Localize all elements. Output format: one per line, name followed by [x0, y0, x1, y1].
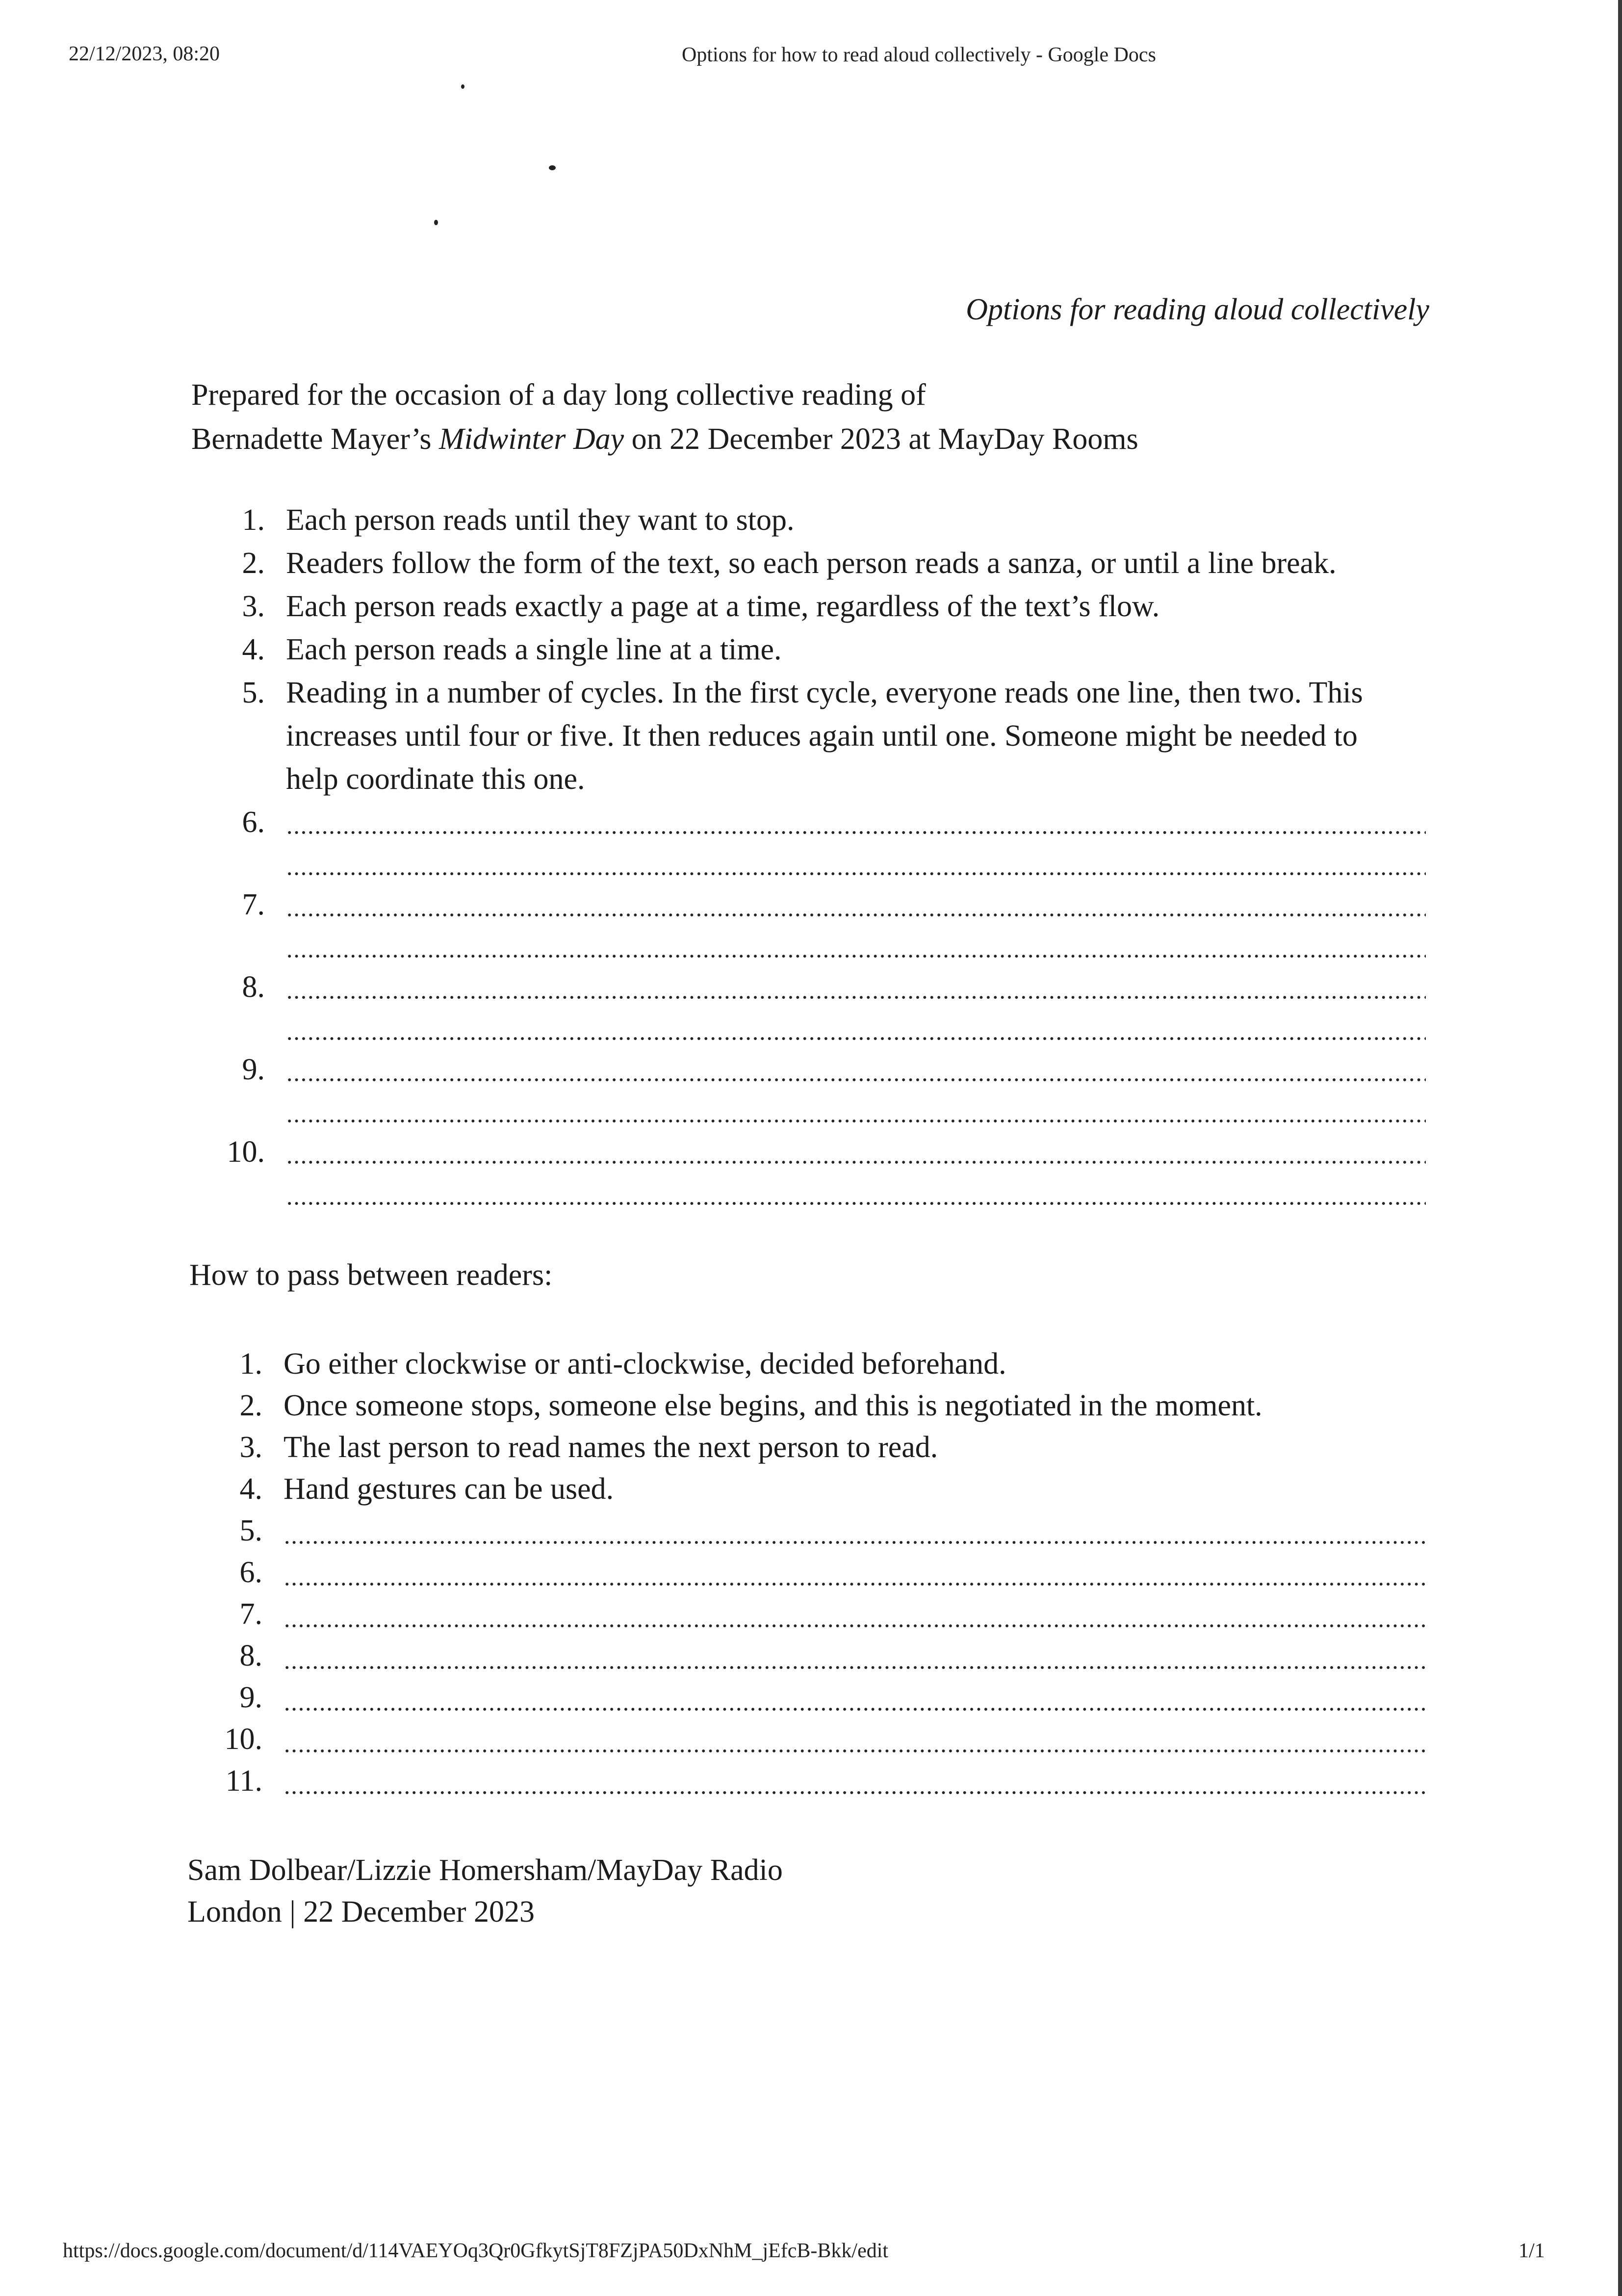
dotted-fill-line: [286, 801, 1426, 842]
list-item-text: increases until four or five. It then reduces again until one. Someone might be needed to: [286, 719, 1358, 753]
dotted-fill-line: [283, 1719, 1426, 1760]
dotted-fill-line: [286, 1048, 1426, 1089]
blank-list-item: [189, 1552, 1426, 1593]
dotted-fill-line: [286, 1130, 1426, 1172]
passing-heading: How to pass between readers:: [189, 1258, 553, 1292]
blank-list-item: [189, 1760, 1426, 1802]
list-item: [189, 1468, 1426, 1510]
list-number: 11.: [225, 1764, 262, 1798]
scan-speck: [434, 220, 438, 225]
list-number: 7.: [242, 888, 265, 921]
list-item: [191, 585, 1426, 628]
blank-list-item: [191, 1130, 1426, 1213]
intro-line-2: [191, 417, 1138, 461]
list-number: 3.: [242, 590, 265, 623]
list-number: 7.: [239, 1597, 262, 1631]
dotted-fill-line: [286, 924, 1426, 965]
blank-list-item: [189, 1593, 1426, 1635]
dotted-fill-line: [286, 1007, 1426, 1048]
print-datetime: 22/12/2023, 08:20: [69, 43, 220, 65]
scan-speck: [461, 84, 464, 89]
passing-options-list: [189, 1343, 1426, 1802]
blank-list-item: [191, 1048, 1426, 1130]
dotted-fill-line: [286, 1172, 1426, 1213]
scan-speck: [549, 165, 556, 170]
document-title: Options for reading aloud collectively: [966, 293, 1429, 326]
list-number: 2.: [242, 547, 265, 580]
list-item: [189, 1385, 1426, 1427]
print-url: https://docs.google.com/document/d/114VAEYOq3Qr0GfkytSjT8FZjPA50DxNhM_jEfcB-Bkk/edit: [63, 2240, 889, 2262]
list-item-text: Once someone stops, someone else begins, and this is negotiated in the moment.: [283, 1389, 1262, 1422]
dotted-fill-line: [286, 1089, 1426, 1130]
list-item-text: Each person reads exactly a page at a time, regardless of the text’s flow.: [286, 590, 1160, 623]
list-item-text: Each person reads until they want to stop.: [286, 503, 795, 537]
list-item-text: Hand gestures can be used.: [283, 1472, 614, 1506]
list-number: 2.: [239, 1389, 262, 1422]
list-item-text: Go either clockwise or anti-clockwise, decided beforehand.: [283, 1347, 1006, 1381]
intro-paragraph: [191, 373, 1138, 461]
blank-list-item: [189, 1635, 1426, 1677]
blank-list-item: [189, 1677, 1426, 1719]
blank-list-item: [191, 801, 1426, 883]
list-item: [191, 628, 1426, 671]
dotted-fill-line: [286, 842, 1426, 883]
book-title: Midwinter Day: [439, 422, 624, 456]
signature-place-date: London | 22 December 2023: [187, 1895, 535, 1929]
list-number: 8.: [242, 970, 265, 1004]
blank-list-item: [189, 1719, 1426, 1760]
list-number: 8.: [239, 1639, 262, 1672]
list-number: 4.: [242, 633, 265, 666]
intro-text: on 22 December 2023 at MayDay Rooms: [624, 422, 1138, 456]
scan-edge-shadow: [1618, 0, 1622, 2296]
print-doc-title: Options for how to read aloud collectively - Google Docs: [682, 44, 1156, 66]
dotted-fill-line: [283, 1510, 1426, 1552]
list-item: [191, 498, 1426, 542]
list-number: 3.: [239, 1431, 262, 1464]
list-number: 9.: [239, 1681, 262, 1714]
list-number: 9.: [242, 1053, 265, 1086]
list-item: [191, 542, 1426, 585]
dotted-fill-line: [283, 1593, 1426, 1635]
list-item-text: Each person reads a single line at a time.: [286, 633, 782, 666]
list-number: 10.: [224, 1722, 262, 1756]
list-item: [189, 1427, 1426, 1468]
dotted-fill-line: [283, 1552, 1426, 1593]
list-number: 6.: [239, 1556, 262, 1589]
list-number: 1.: [242, 503, 265, 537]
list-item-text: Readers follow the form of the text, so each person reads a sanza, or until a line break.: [286, 547, 1337, 580]
list-number: 5.: [239, 1514, 262, 1547]
list-number: 6.: [242, 806, 265, 839]
blank-list-item: [191, 883, 1426, 965]
list-number: 4.: [239, 1472, 262, 1506]
list-number: 10.: [227, 1135, 265, 1169]
blank-list-item: [191, 965, 1426, 1048]
intro-text: Bernadette Mayer’s: [191, 422, 439, 456]
signature-block: [187, 1850, 783, 1933]
dotted-fill-line: [283, 1760, 1426, 1802]
list-item-text: help coordinate this one.: [286, 762, 585, 796]
list-item: [191, 671, 1426, 801]
dotted-fill-line: [286, 883, 1426, 924]
list-number: 5.: [242, 676, 265, 709]
list-item: [189, 1343, 1426, 1385]
signature-authors: Sam Dolbear/Lizzie Homersham/MayDay Radio: [187, 1853, 783, 1887]
dotted-fill-line: [283, 1677, 1426, 1719]
dotted-fill-line: [283, 1635, 1426, 1677]
list-item-text: Reading in a number of cycles. In the first cycle, everyone reads one line, then two. This: [286, 676, 1363, 709]
print-page-count: 1/1: [1519, 2240, 1545, 2262]
reading-options-list: [191, 498, 1426, 1213]
list-number: 1.: [239, 1347, 262, 1381]
blank-list-item: [189, 1510, 1426, 1552]
intro-line-1: Prepared for the occasion of a day long collective reading of: [191, 378, 926, 412]
list-item-text: The last person to read names the next person to read.: [283, 1431, 938, 1464]
dotted-fill-line: [286, 965, 1426, 1007]
